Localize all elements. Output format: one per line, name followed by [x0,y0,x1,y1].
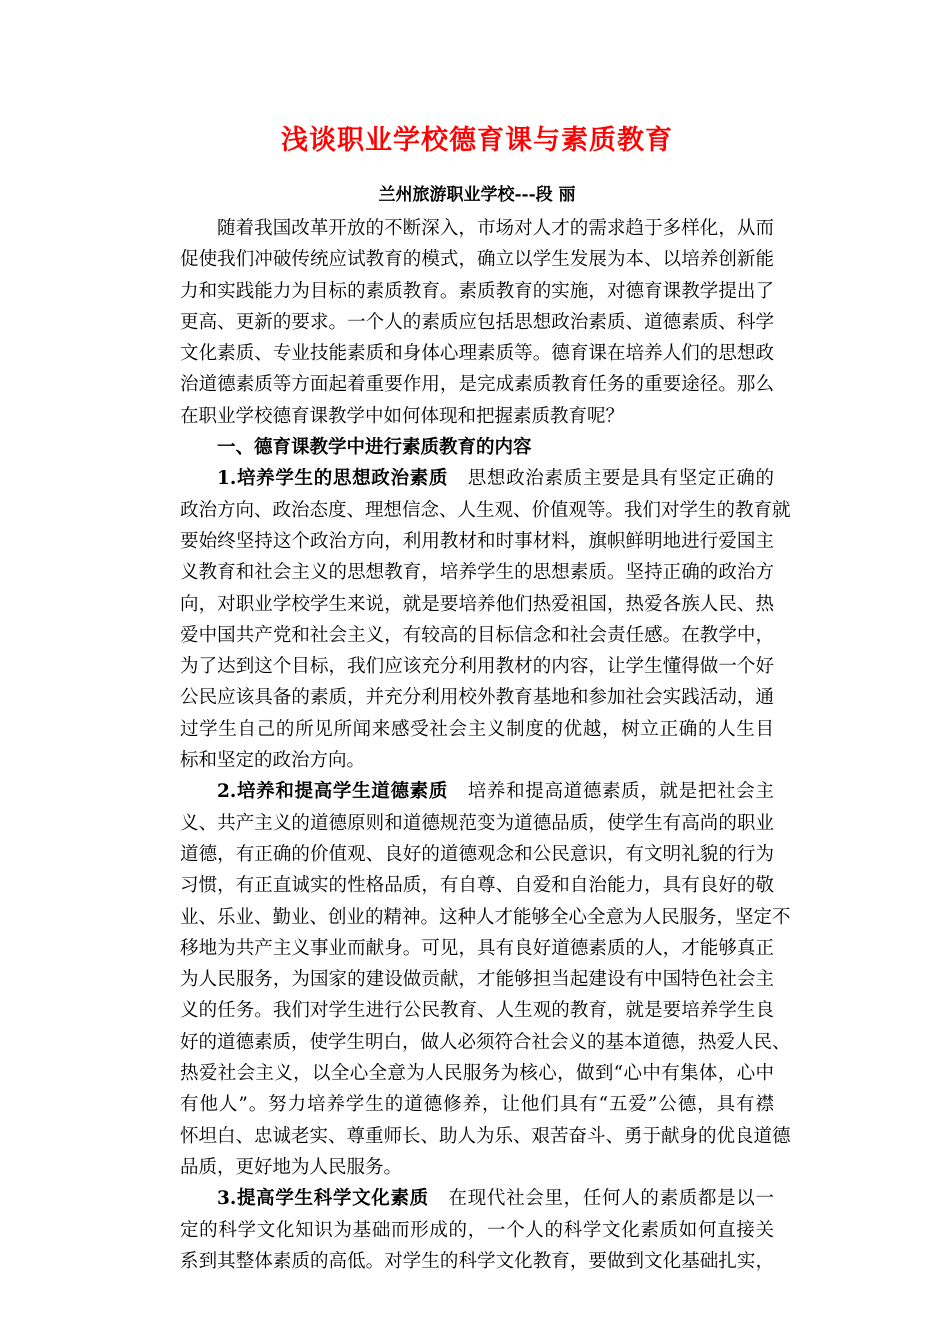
document-title: 浅谈职业学校德育课与素质教育 [281,125,673,156]
paragraph-line: 义教育和社会主义的思想教育，培养学生的思想素质。坚持正确的政治方 [180,562,774,584]
item-1-text: 思想政治素质主要是具有坚定正确的 [467,468,774,490]
paragraph-line: 在职业学校德育课教学中如何体现和把握素质教育呢？ [180,405,625,427]
item-1-first-line [180,463,774,494]
paragraph-line: 公民应该具备的素质，并充分利用校外教育基地和参加社会实践活动，通 [180,687,774,709]
paragraph-line: 促使我们冲破传统应试教育的模式，确立以学生发展为本、以培养创新能 [180,249,774,271]
paragraph-line: 义、共产主义的道德原则和道德规范变为道德品质，使学生有高尚的职业 [180,812,774,834]
document-author: 兰州旅游职业学校---段 丽 [378,185,576,205]
paragraph-line: 热爱社会主义，以全心全意为人民服务为核心，做到“心中有集体，心中 [180,1063,774,1085]
paragraph-line: 为人民服务，为国家的建设做贡献，才能够担当起建设有中国特色社会主 [180,969,774,991]
paragraph-line: 爱中国共产党和社会主义，有较高的目标信念和社会责任感。在教学中， [180,624,774,646]
paragraph-line: 过学生自己的所见所闻来感受社会主义制度的优越，树立正确的人生目 [180,718,774,740]
paragraph-line: 文化素质、专业技能素质和身体心理素质等。德育课在培养人们的思想政 [180,343,774,365]
paragraph-line: 向，对职业学校学生来说，就是要培养他们热爱祖国，热爱各族人民、热 [180,593,774,615]
paragraph-line: 要始终坚持这个政治方向，利用教材和时事材料，旗帜鲜明地进行爱国主 [180,530,774,552]
paragraph-line: 好的道德素质，使学生明白，做人必须符合社会义的基本道德，热爱人民、 [180,1031,791,1053]
item-3-text: 在现代社会里，任何人的素质都是以一 [448,1188,774,1210]
item-3-heading: 3.提高学生科学文化素质 [217,1188,429,1210]
document-body [180,213,791,1277]
paragraph-line: 业、乐业、勤业、创业的精神。这种人才能够全心全意为人民服务，坚定不 [180,906,791,928]
paragraph-line: 义的任务。我们对学生进行公民教育、人生观的教育，就是要培养学生良 [180,1000,774,1022]
item-2-first-line [180,776,774,807]
paragraph-line: 怀坦白、忠诚老实、尊重师长、助人为乐、艰苦奋斗、勇于献身的优良道德 [180,1125,791,1147]
paragraph-line: 系到其整体素质的高低。对学生的科学文化教育，要做到文化基础扎实， [180,1250,774,1272]
paragraph-line: 标和坚定的政治方向。 [180,750,366,772]
paragraph-line: 移地为共产主义事业而献身。可见，具有良好道德素质的人，才能够真正 [180,937,774,959]
paragraph-line: 政治方向、政治态度、理想信念、人生观、价值观等。我们对学生的教育就 [180,499,791,521]
paragraph-line: 有他人”。努力培养学生的道德修养，让他们具有“五爱”公德，具有襟 [180,1094,774,1116]
paragraph-line: 道德，有正确的价值观、良好的道德观念和公民意识，有文明礼貌的行为 [180,843,774,865]
paragraph-line: 习惯，有正直诚实的性格品质，有自尊、自爱和自治能力，具有良好的敬 [180,875,774,897]
section-heading: 一、德育课教学中进行素质教育的内容 [217,437,532,459]
item-1-heading: 1.培养学生的思想政治素质 [217,468,449,490]
paragraph-line: 随着我国改革开放的不断深入，市场对人才的需求趋于多样化，从而 [217,218,774,239]
paragraph-line: 为了达到这个目标，我们应该充分利用教材的内容，让学生懂得做一个好 [180,656,774,678]
item-2-heading: 2.培养和提高学生道德素质 [217,781,449,803]
item-3-first-line [180,1183,774,1214]
paragraph-line: 更高、更新的要求。一个人的素质应包括思想政治素质、道德素质、科学 [180,311,774,333]
paragraph-line: 力和实践能力为目标的素质教育。素质教育的实施，对德育课教学提出了 [180,280,774,302]
item-2-text: 培养和提高道德素质，就是把社会主 [467,781,774,803]
paragraph-line: 治道德素质等方面起着重要作用，是完成素质教育任务的重要途径。那么 [180,374,774,396]
paragraph-line: 定的科学文化知识为基础而形成的，一个人的科学文化素质如何直接关 [180,1219,774,1241]
paragraph-line: 品质，更好地为人民服务。 [180,1156,403,1178]
